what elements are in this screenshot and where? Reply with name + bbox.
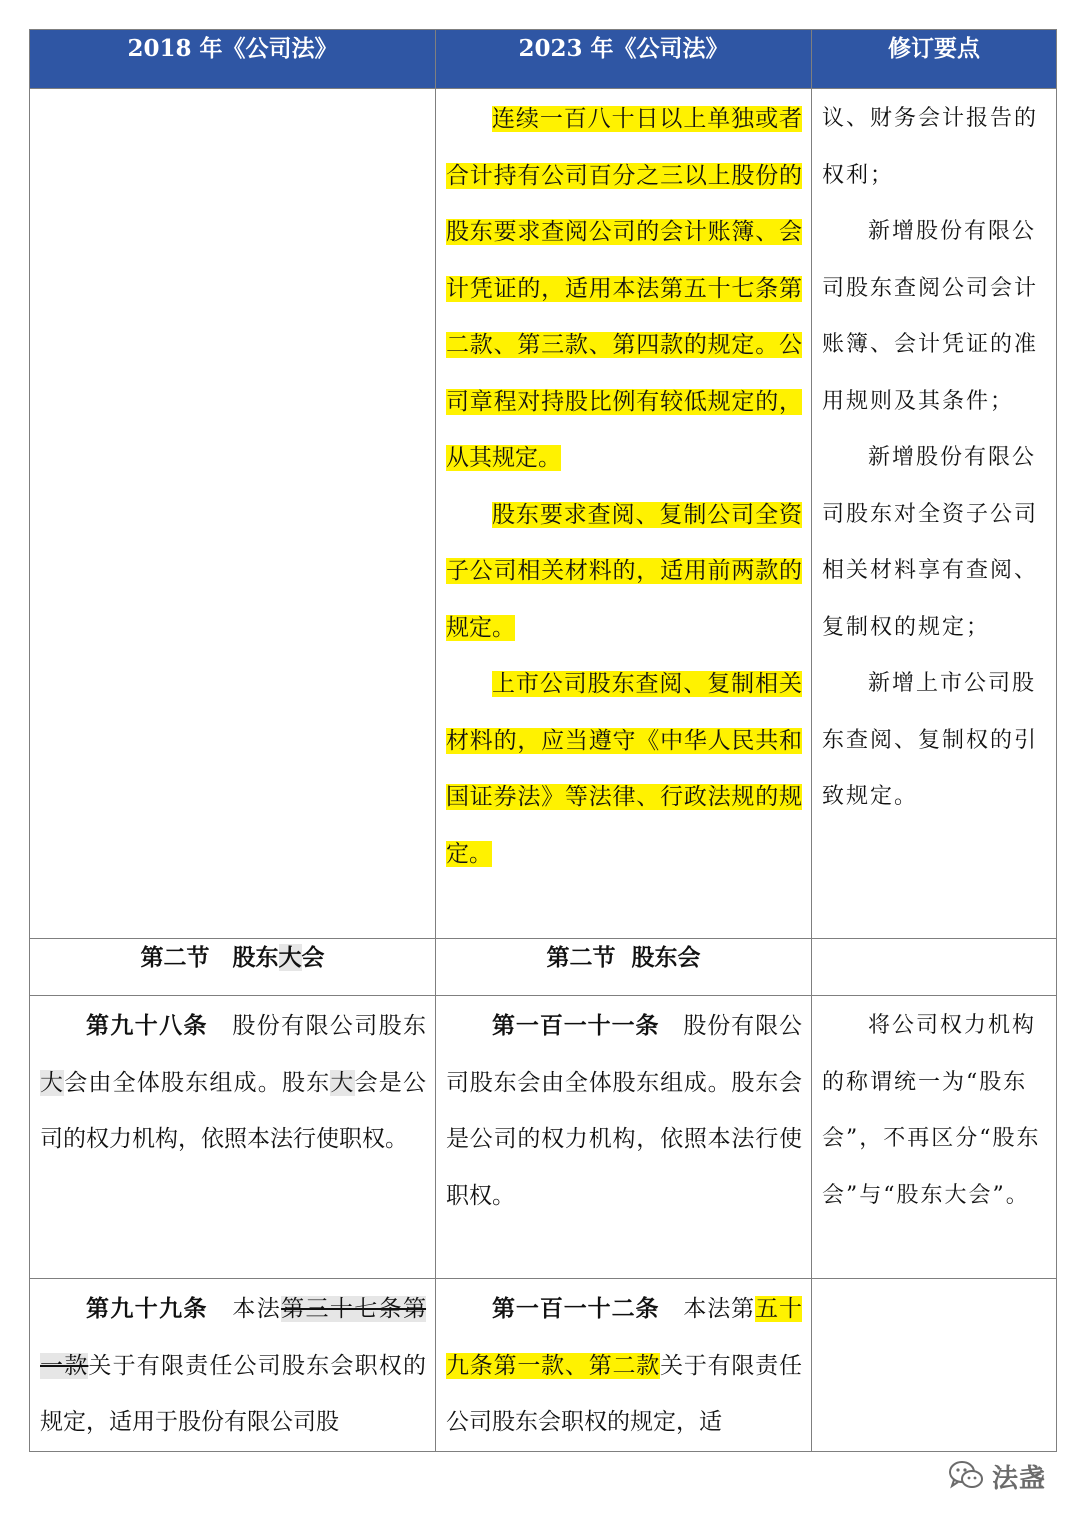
- new-section-title: 第二节 股东会: [436, 939, 812, 996]
- highlighted-text: 上市公司股东查阅、复制相关材料的，应当遵守《中华人民共和国证券法》等法律、行政法规的规定。: [446, 671, 802, 867]
- new-law-cell: [436, 89, 812, 939]
- highlighted-text: 连续一百八十日以上单独或者合计持有公司百分之三以上股份的股东要求查阅公司的会计账簿、会计凭证的，适用本法第五十七条第二款、第三款、第四款的规定。公司章程对持股比例有较低规定的，从其规定。: [446, 106, 802, 471]
- old-section-title: 第二节 股东大会: [30, 939, 436, 996]
- revision-note: 新增股份有限公司股东对全资子公司相关材料享有查阅、复制权的规定；: [822, 445, 1039, 640]
- table-row: [30, 996, 1057, 1279]
- revision-note-cell: [812, 1279, 1057, 1452]
- new-law-paragraph: [446, 91, 802, 487]
- new-law-paragraph: [446, 656, 802, 882]
- revision-note: 新增股份有限公司股东查阅公司会计账簿、会计凭证的准用规则及其条件；: [822, 219, 1039, 414]
- watermark: [948, 1458, 1046, 1495]
- table-row: [30, 1279, 1057, 1452]
- wechat-icon: [948, 1460, 984, 1494]
- header-2018-law: 2018 年《公司法》: [30, 30, 436, 89]
- table-header-row: [30, 30, 1057, 89]
- new-law-paragraph: 第一百一十一条 股份有限公司股东会由全体股东组成。股东会是公司的权力机构，依照本法行使职权。: [446, 1012, 803, 1209]
- revision-note-cell: [812, 996, 1057, 1279]
- new-law-cell: [436, 996, 812, 1279]
- table-row: [30, 89, 1057, 939]
- new-law-paragraph: [446, 487, 802, 657]
- revision-note: 议、财务会计报告的权利；: [822, 106, 1039, 188]
- comparison-table: [29, 29, 1057, 1452]
- old-law-cell: [30, 89, 436, 939]
- old-law-paragraph: 第九十九条 本法第三十七条第一款关于有限责任公司股东会职权的规定，适用于股份有限公司股: [40, 1295, 427, 1435]
- header-revision-points: 修订要点: [812, 30, 1057, 89]
- old-law-cell: [30, 996, 436, 1279]
- revision-note-cell: [812, 89, 1057, 939]
- revision-note-cell: [812, 939, 1057, 996]
- deleted-char: 大: [40, 1069, 65, 1096]
- header-2023-law: 2023 年《公司法》: [436, 30, 812, 89]
- old-law-paragraph: 第九十八条 股份有限公司股东大会由全体股东组成。股东大会是公司的权力机构，依照本法行使职权。: [40, 1012, 427, 1152]
- article-number: 第一百一十二条: [492, 1295, 660, 1322]
- deleted-char: 大: [330, 1069, 355, 1096]
- revision-note: 将公司权力机构的称谓统一为“股东会”，不再区分“股东会”与“股东大会”。: [822, 1013, 1041, 1208]
- watermark-text: 法盏: [991, 1464, 1046, 1494]
- highlighted-text: 股东要求查阅、复制公司全资子公司相关材料的，适用前两款的规定。: [446, 501, 802, 641]
- deleted-char: 大: [278, 944, 302, 971]
- article-number: 第九十八条: [86, 1012, 208, 1039]
- revision-note: 新增上市公司股东查阅、复制权的引致规定。: [822, 671, 1039, 809]
- new-law-paragraph: 第一百一十二条 本法第五十九条第一款、第二款关于有限责任公司股东会职权的规定，适: [446, 1295, 803, 1435]
- new-law-cell: [436, 1279, 812, 1452]
- article-number: 第九十九条: [86, 1295, 208, 1322]
- deleted-text: 第三十七条第一款: [40, 1296, 427, 1379]
- highlighted-text: 五十九条第一款、第二款: [446, 1296, 803, 1379]
- section-title-row: [30, 939, 1057, 996]
- old-law-cell: [30, 1279, 436, 1452]
- article-number: 第一百一十一条: [492, 1012, 660, 1039]
